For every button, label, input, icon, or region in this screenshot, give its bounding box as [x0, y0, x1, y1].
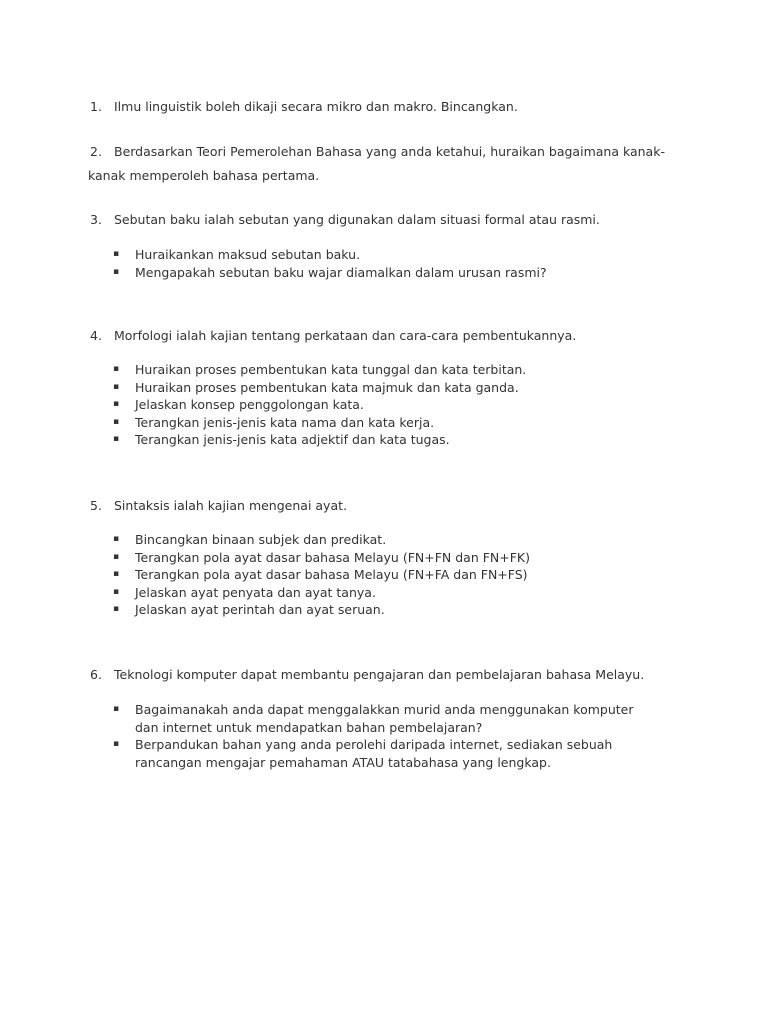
question-number: 1. — [90, 99, 102, 114]
bullet-icon: ▪ — [113, 704, 120, 714]
list-item-text: Huraikankan maksud sebutan baku. — [135, 247, 361, 262]
list-item-text: Huraikan proses pembentukan kata tunggal dan kata terbitan. — [135, 362, 527, 377]
question-number: 4. — [90, 328, 102, 343]
bullet-icon: ▪ — [113, 416, 120, 427]
list-item — [113, 549, 673, 567]
question-text-continued: kanak memperoleh bahasa pertama. — [88, 168, 320, 183]
list-item-text: Terangkan jenis-jenis kata adjektif dan kata tugas. — [135, 432, 450, 447]
list-item — [113, 361, 673, 379]
list-item-text: Berpandukan bahan yang anda perolehi daripada internet, sediakan sebuah rancangan mengajar pemahaman ATAU tatabahasa yang lengkap. — [135, 737, 613, 770]
question-text: Sintaksis ialah kajian mengenai ayat. — [114, 498, 347, 513]
bullet-icon: ▪ — [113, 381, 120, 392]
question-6 — [90, 666, 690, 683]
bullet-icon: ▪ — [113, 249, 120, 259]
list-item — [113, 431, 673, 449]
list-item-text: Jelaskan ayat penyata dan ayat tanya. — [135, 584, 376, 600]
list-item-text: Jelaskan konsep penggolongan kata. — [135, 397, 364, 412]
question-number: 5. — [90, 498, 102, 513]
list-item — [113, 601, 673, 619]
list-item — [113, 379, 673, 397]
question-4 — [90, 327, 690, 344]
list-item — [113, 736, 653, 771]
question-2 — [90, 140, 690, 188]
question-line — [90, 140, 690, 164]
list-item-text: Jelaskan ayat perintah dan ayat seruan. — [135, 602, 385, 617]
bullet-icon: ▪ — [113, 569, 120, 579]
question-text: Ilmu linguistik boleh dikaji secara mikro dan makro. Bincangkan. — [114, 99, 518, 114]
question-6-bullets — [113, 701, 653, 771]
question-text: Teknologi komputer dapat membantu pengajaran dan pembelajaran bahasa Melayu. — [114, 667, 645, 682]
question-number: 6. — [90, 667, 102, 682]
question-number: 3. — [90, 212, 102, 227]
list-item — [113, 396, 673, 414]
list-item-text: Bagaimanakah anda dapat menggalakkan murid anda menggunakan komputer dan internet untuk mendapatkan bahan pembelajaran? — [135, 702, 634, 735]
list-item — [113, 264, 673, 282]
bullet-icon: ▪ — [113, 586, 120, 597]
bullet-icon: ▪ — [113, 399, 120, 409]
question-text: Morfologi ialah kajian tentang perkataan dan cara-cara pembentukannya. — [114, 328, 577, 343]
question-text: Sebutan baku ialah sebutan yang digunakan dalam situasi formal atau rasmi. — [114, 212, 600, 227]
bullet-icon: ▪ — [113, 739, 120, 749]
list-item — [113, 246, 673, 264]
bullet-icon: ▪ — [113, 266, 120, 277]
bullet-icon: ▪ — [113, 551, 120, 562]
list-item-text: Bincangkan binaan subjek dan predikat. — [135, 532, 387, 547]
question-text: Berdasarkan Teori Pemerolehan Bahasa yang anda ketahui, huraikan bagaimana kanak- — [114, 144, 665, 159]
question-1 — [90, 98, 690, 115]
list-item-text: Terangkan pola ayat dasar bahasa Melayu (FN+FA dan FN+FS) — [135, 567, 528, 582]
list-item-text: Terangkan pola ayat dasar bahasa Melayu (FN+FN dan FN+FK) — [135, 549, 530, 565]
question-number: 2. — [90, 144, 102, 159]
list-item-text: Terangkan jenis-jenis kata nama dan kata kerja. — [135, 414, 435, 430]
question-5-bullets — [113, 531, 673, 619]
list-item-text: Huraikan proses pembentukan kata majmuk dan kata ganda. — [135, 379, 519, 395]
bullet-icon: ▪ — [113, 604, 120, 614]
bullet-icon: ▪ — [113, 364, 120, 374]
list-item — [113, 701, 653, 736]
list-item — [113, 566, 673, 584]
question-5 — [90, 497, 690, 514]
list-item — [113, 584, 673, 602]
question-3 — [90, 211, 690, 228]
question-4-bullets — [113, 361, 673, 449]
list-item-text: Mengapakah sebutan baku wajar diamalkan dalam urusan rasmi? — [135, 264, 547, 280]
question-3-bullets — [113, 246, 673, 281]
list-item — [113, 414, 673, 432]
bullet-icon: ▪ — [113, 434, 120, 444]
bullet-icon: ▪ — [113, 534, 120, 544]
list-item — [113, 531, 673, 549]
